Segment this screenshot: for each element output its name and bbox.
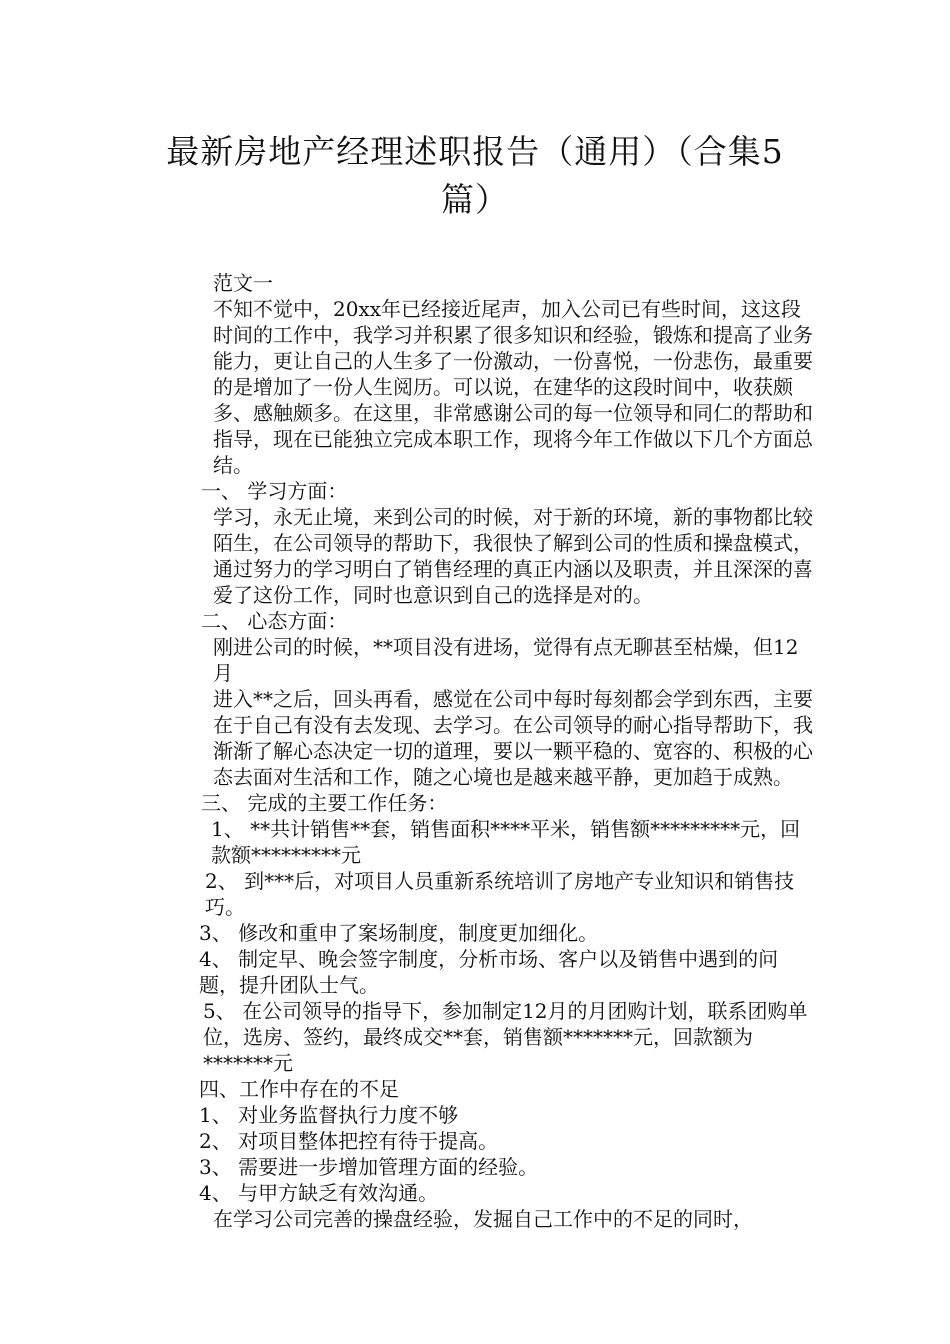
heading: 四、工作中存在的不足 <box>199 1077 399 1101</box>
document-title <box>0 128 950 224</box>
list-item: 3、 需要进一步增加管理方面的经验。 <box>199 1155 539 1179</box>
list-item: 4、 与甲方缺乏有效沟通。 <box>199 1181 439 1205</box>
list-item: 1、 对业务监督执行力度不够 <box>199 1103 459 1127</box>
heading: 二、 心态方面： <box>201 609 348 633</box>
paragraph: 学习，永无止境，来到公司的时候，对于新的环境，新的事物都比较陌生，在公司领导的帮助下，我很快了解到公司的性质和操盘模式，通过努力的学习明白了销售经理的真正内涵以及职责，并且深深的喜爱了这份工作，同时也意识到自己的选择是对的。 <box>213 505 813 607</box>
paragraph: 进入**之后，回头再看，感觉在公司中每时每刻都会学到东西，主要在于自己有没有去发现、去学习。在公司领导的耐心指导帮助下，我渐渐了解心态决定一切的道理，要以一颗平稳的、宽容的、积极的心态去面对生活和工作，随之心境也是越来越平静，更加趋于成熟。 <box>213 687 813 789</box>
list-item: 2、 对项目整体把控有待于提高。 <box>199 1129 499 1153</box>
title-line-2: 篇） <box>441 180 509 219</box>
section-label: 范文一 <box>213 271 273 295</box>
heading: 一、 学习方面： <box>201 479 348 503</box>
title-line-1: 最新房地产经理述职报告（通用）（合集5 <box>166 132 784 171</box>
heading: 三、 完成的主要工作任务： <box>201 791 448 815</box>
list-item: 3、 修改和重申了案场制度，制度更加细化。 <box>199 921 599 945</box>
paragraph: 刚进公司的时候，**项目没有进场，觉得有点无聊甚至枯燥，但12月 <box>213 635 799 685</box>
document-body <box>143 270 813 1232</box>
list-item: 2、 到***后，对项目人员重新系统培训了房地产专业知识和销售技巧。 <box>205 869 795 919</box>
paragraph: 不知不觉中，20xx年已经接近尾声，加入公司已有些时间，这这段时间的工作中，我学习并积累了很多知识和经验，锻炼和提高了业务能力，更让自己的人生多了一份激动，一份喜悦，一份悲伤，最重要的是增加了一份人生阅历。可以说，在建华的这段时间中，收获颇多、感触颇多。在这里，非常感谢公司的每一位领导和同仁的帮助和指导，现在已能独立完成本职工作，现将今年工作做以下几个方面总结。 <box>213 297 813 477</box>
paragraph: 在学习公司完善的操盘经验，发掘自己工作中的不足的同时， <box>213 1207 753 1231</box>
list-item: 5、 在公司领导的指导下，参加制定12月的月团购计划，联系团购单位，选房、签约，最终成交**套，销售额*******元，回款额为*******元 <box>203 999 808 1075</box>
list-item: 1、 **共计销售**套，销售面积****平米，销售额*********元，回款额*********元 <box>211 817 801 867</box>
list-item: 4、 制定早、晚会签字制度，分析市场、客户以及销售中遇到的问题，提升团队士气。 <box>199 947 779 997</box>
